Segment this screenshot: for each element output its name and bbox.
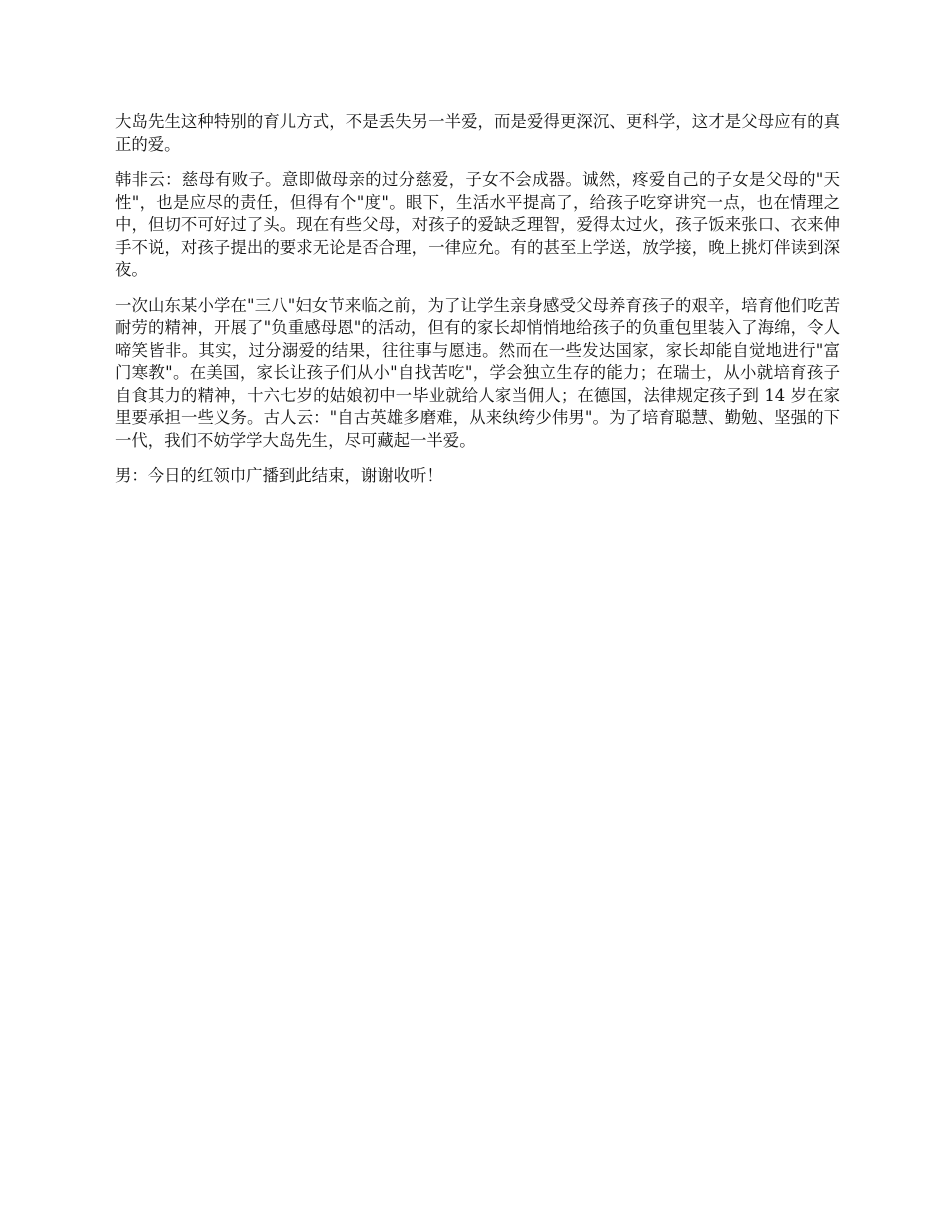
paragraph-2: 韩非云：慈母有败子。意即做母亲的过分慈爱，子女不会成器。诚然，疼爱自己的子女是父母的"天性"，也是应尽的责任，但得有个"度"。眼下，生活水平提高了，给孩子吃穿讲究一点，也在情理之中，但切不可好过了头。现在有些父母，对孩子的爱缺乏理智，爱得太过火，孩子饭来张口、衣来伸手不说，对孩子提出的要求无论是否合理，一律应允。有的甚至上学送，放学接，晚上挑灯伴读到深夜。 bbox=[115, 170, 840, 279]
paragraph-1: 大岛先生这种特别的育儿方式，不是丢失另一半爱，而是爱得更深沉、更科学，这才是父母应有的真正的爱。 bbox=[115, 112, 840, 154]
document-page bbox=[115, 111, 840, 501]
paragraph-4: 男：今日的红领巾广播到此结束，谢谢收听！ bbox=[115, 466, 443, 485]
paragraph-3: 一次山东某小学在"三八"妇女节来临之前，为了让学生亲身感受父母养育孩子的艰辛，培育他们吃苦耐劳的精神，开展了"负重感母恩"的活动，但有的家长却悄悄地给孩子的负重包里装入了海绵，令人啼笑皆非。其实，过分溺爱的结果，往往事与愿违。然而在一些发达国家，家长却能自觉地进行"富门寒教"。在美国，家长让孩子们从小"自找苦吃"，学会独立生存的能力；在瑞士，从小就培育孩子自食其力的精神，十六七岁的姑娘初中一毕业就给人家当佣人；在德国，法律规定孩子到 14 岁在家里要承担一些义务。古人云："自古英雄多磨难，从来纨绔少伟男"。为了培育聪慧、勤勉、坚强的下一代，我们不妨学学大岛先生，尽可藏起一半爱。 bbox=[115, 295, 840, 450]
